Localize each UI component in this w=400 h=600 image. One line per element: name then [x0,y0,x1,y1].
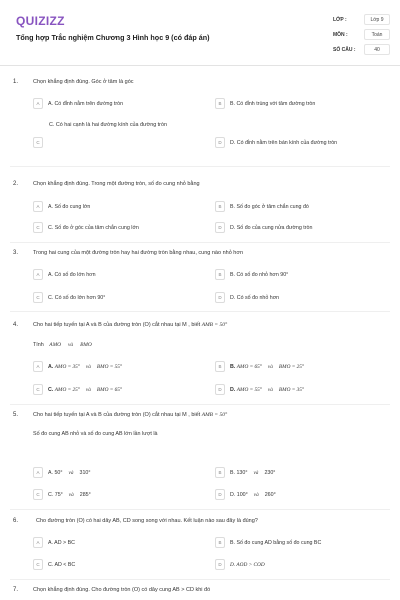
option-text: A. AD > BC [48,539,75,546]
answer-option-b[interactable] [215,201,309,212]
option-text: C. Số đo ở góc của tâm chắn cung lớn [48,224,139,231]
class-value: Lớp 9 [364,14,390,25]
answer-option-a[interactable] [33,98,123,109]
option-text: B. Số đo cung AD bằng số đo cung BC [230,539,322,546]
option-letter: A [33,361,43,372]
question-text: Chọn khẳng định đúng. Trong một đường tròn, số đo cung nhỏ bằng [33,181,200,187]
answer-option-d[interactable] [215,137,337,148]
question-number: 7. [13,587,19,593]
question-text: Cho đường tròn (O) có hai dây AB, CD song song với nhau. Kết luận nào sau đây là đúng? [36,518,258,524]
option-letter: C [33,559,43,570]
option-text: C. Có số đo lớn hơn 90° [48,294,106,301]
option-letter: D [215,384,225,395]
option-text: B. AMO = 65° và BMO = 25° [230,363,305,370]
question-text: Chọn khẳng định đúng. Góc ở tâm là góc [33,79,134,85]
question-number: 4. [13,322,19,328]
question-number: 2. [13,181,19,187]
subject-label: MÔN : [333,32,348,38]
option-letter: C [33,384,43,395]
answer-option-d[interactable] [215,489,276,500]
question-divider [10,404,390,405]
answer-option-b[interactable] [215,269,288,280]
question-number: 5. [13,412,19,418]
angle-expression: AMB = 50° [201,322,228,328]
subject-value: Toán [364,29,390,40]
question-number: 3. [13,250,19,256]
option-text: A. Có số đo lớn hơn [48,271,96,278]
option-text: A. Số đo cung lớn [48,203,91,210]
question-divider [10,579,390,580]
option-letter: B [215,537,225,548]
answer-option-a[interactable] [33,467,90,478]
question-count-label: SỐ CÂU : [333,47,356,53]
option-letter: A [33,467,43,478]
question-text: Chọn khẳng định đúng. Cho đường tròn (O) có dây cung AB > CD khi đó [33,587,211,593]
option-letter: B [215,98,225,109]
question-text: Trong hai cung của một đường tròn hay hai đường tròn bằng nhau, cung nào nhỏ hơn [33,250,244,256]
question-text: Cho hai tiếp tuyến tại A và B của đường tròn (O) cắt nhau tại M , biết AMB = 50° [33,412,228,418]
option-letter: A [33,537,43,548]
option-text: A. 50° và 310° [48,469,91,476]
angle-expression: AMO [49,342,61,348]
answer-option-c[interactable] [33,292,105,303]
option-text: B. Có đỉnh trùng với tâm đường tròn [230,100,316,107]
answer-option-c[interactable] [33,384,122,395]
option-letter: D [215,137,225,148]
answer-option-a[interactable] [33,269,96,280]
answer-option-b[interactable] [215,98,315,109]
option-letter: D [215,292,225,303]
option-letter: D [215,559,225,570]
option-text: D. 100° và 260° [230,491,276,498]
option-letter: C [33,489,43,500]
worksheet-title: Tổng hợp Trắc nghiệm Chương 3 Hình học 9 (có đáp án) [16,33,210,42]
question-number: 1. [13,79,19,85]
angle-expression: AMB = 50° [201,412,228,418]
option-text: C. AD < BC [48,561,76,568]
angle-expression: BMO [80,342,92,348]
question-divider [10,311,390,312]
question-divider [10,166,390,167]
answer-option-a[interactable] [33,361,122,372]
question-number: 6. [13,518,19,524]
option-letter: D [215,222,225,233]
option-text: C. AMO = 25° và BMO = 65° [48,386,123,393]
option-text: D. Có số đo nhỏ hơn [230,294,280,301]
question-text: Cho hai tiếp tuyến tại A và B của đường tròn (O) cắt nhau tại M , biết AMB = 50° [33,322,228,328]
answer-option-d[interactable] [215,384,304,395]
option-text: B. Số đo góc ở tâm chắn cung đó [230,203,309,210]
answer-option-b[interactable] [215,537,321,548]
option-letter: C [33,137,43,148]
quizizz-logo: QUIZIZZ [16,14,65,28]
option-text: C. 75° và 285° [48,491,91,498]
option-text: D. Số đo của cung nửa đường tròn [230,224,313,231]
question-divider [10,242,390,243]
class-label: LỚP : [333,17,347,23]
worksheet-header [0,0,400,66]
option-letter: A [33,98,43,109]
answer-option-a[interactable] [33,201,90,212]
answer-option-d[interactable] [215,559,265,570]
option-letter: B [215,201,225,212]
option-letter: C [33,292,43,303]
option-text-c-above: C. Có hai cạnh là hai đường kính của đường tròn [49,122,167,128]
question-divider [10,509,390,510]
answer-option-d[interactable] [215,292,279,303]
question-subtext: Số đo cung AB nhỏ và số đo cung AB lớn lần lượt là [33,431,158,437]
question-subtext: Tính AMO và BMO [33,342,92,348]
option-letter: C [33,222,43,233]
option-letter: A [33,201,43,212]
option-letter: B [215,361,225,372]
answer-option-c[interactable] [33,222,139,233]
option-letter: B [215,467,225,478]
answer-option-c[interactable] [33,489,91,500]
answer-option-c[interactable] [33,559,75,570]
question-count-value: 40 [364,44,390,55]
option-text: B. Có số đo nhỏ hơn 90° [230,271,289,278]
answer-option-a[interactable] [33,537,75,548]
answer-option-c[interactable] [33,137,43,148]
option-letter: B [215,269,225,280]
option-text: D. AOD > COD [230,561,265,568]
answer-option-b[interactable] [215,467,275,478]
option-text: D. Có đỉnh nằm trên bán kính của đường tròn [230,139,338,146]
option-letter: D [215,489,225,500]
option-text: A. AMO = 35° và BMO = 55° [48,363,123,370]
option-letter: A [33,269,43,280]
option-text: B. 130° và 230° [230,469,276,476]
option-text: A. Có đỉnh nằm trên đường tròn [48,100,124,107]
option-text: D. AMO = 55° và BMO = 35° [230,386,305,393]
answer-option-b[interactable] [215,361,304,372]
answer-option-d[interactable] [215,222,312,233]
